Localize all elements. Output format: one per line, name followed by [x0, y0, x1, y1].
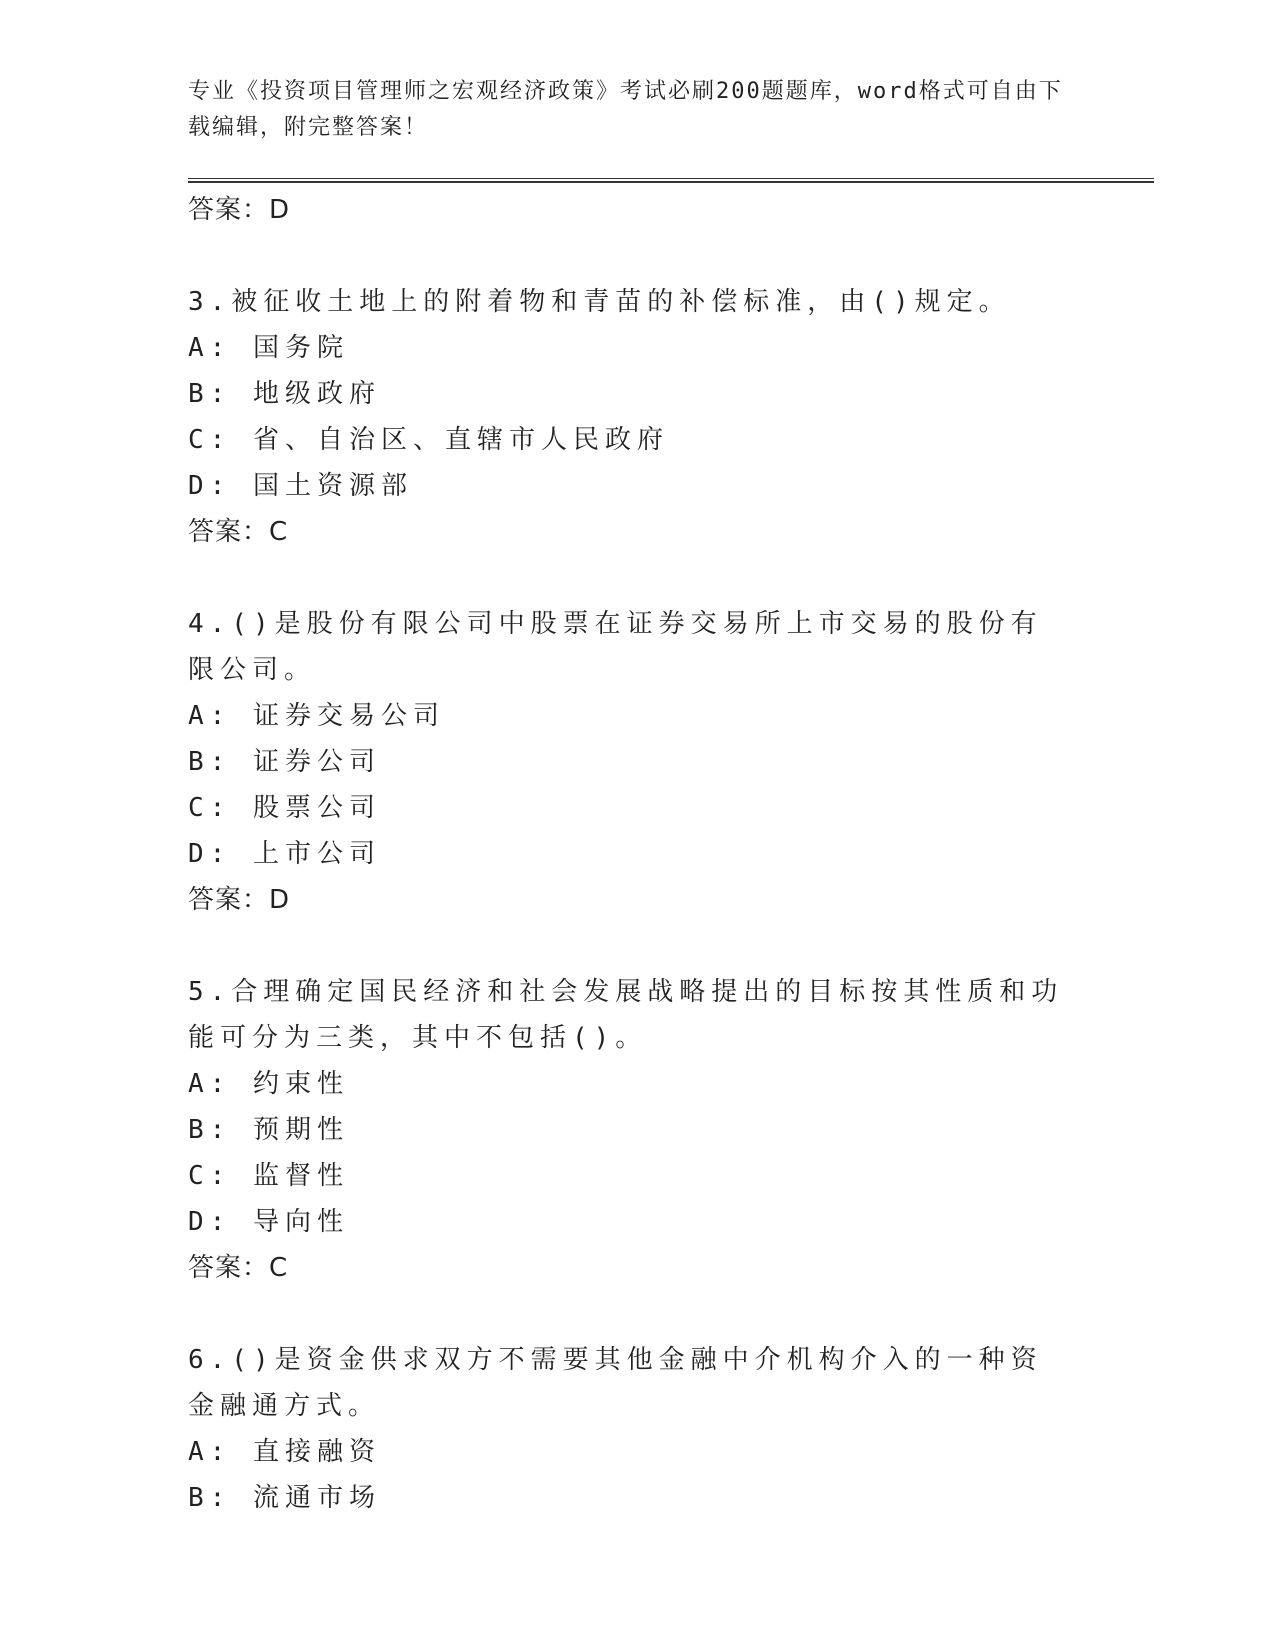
- spacer: [188, 923, 1068, 969]
- document-header: 专业《投资项目管理师之宏观经济政策》考试必刷200题题库，word格式可自由下载编辑，附完整答案！: [188, 79, 1063, 140]
- option-line: D: 国土资源部: [188, 471, 413, 501]
- option-line: C: 监督性: [188, 1161, 349, 1191]
- option-line: D: 导向性: [188, 1207, 349, 1237]
- option-line: B: 地级政府: [188, 379, 381, 409]
- option-line: A: 约束性: [188, 1069, 349, 1099]
- option-line: B: 证券公司: [188, 747, 381, 777]
- option-line: D: 上市公司: [188, 839, 381, 869]
- answer-line: 答案：C: [188, 517, 289, 547]
- option-line: A: 证券交易公司: [188, 701, 445, 731]
- option-line: C: 省、自治区、直辖市人民政府: [188, 425, 669, 455]
- question-text: 3.被征收土地上的附着物和青苗的补偿标准，由()规定。: [188, 287, 1011, 317]
- answer-line: 答案：C: [188, 1253, 289, 1283]
- spacer: [188, 555, 1068, 601]
- option-line: B: 预期性: [188, 1115, 349, 1145]
- question-text: 4.()是股份有限公司中股票在证券交易所上市交易的股份有限公司。: [188, 609, 1043, 685]
- spacer: [188, 233, 1068, 279]
- spacer: [188, 1291, 1068, 1337]
- answer-line: 答案：D: [188, 885, 291, 915]
- option-line: A: 国务院: [188, 333, 349, 363]
- answer-line: 答案：D: [188, 195, 291, 225]
- header-divider: [188, 178, 1154, 183]
- question-text: 5.合理确定国民经济和社会发展战略提出的目标按其性质和功能可分为三类，其中不包括()。: [188, 977, 1064, 1053]
- option-line: C: 股票公司: [188, 793, 381, 823]
- option-line: A: 直接融资: [188, 1437, 381, 1467]
- question-list: [188, 187, 1068, 1521]
- question-text: 6.()是资金供求双方不需要其他金融中介机构介入的一种资金融通方式。: [188, 1345, 1043, 1421]
- option-line: B: 流通市场: [188, 1483, 381, 1513]
